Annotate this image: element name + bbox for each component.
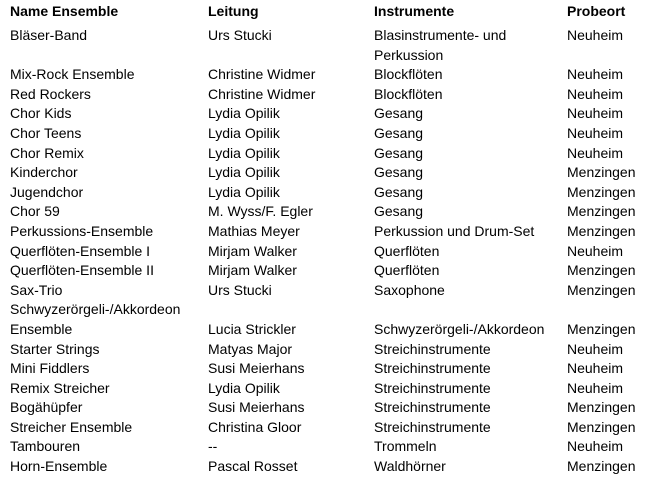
cell-name-ensemble: Schwyzerörgeli-/Akkordeon Ensemble [10,301,181,337]
header-probeort: Probeort [567,3,626,19]
cell-leitung: Lydia Opilik [208,144,280,161]
cell-probeort: Menzingen [567,399,636,416]
table-body [0,26,645,477]
cell-leitung: Christine Widmer [208,85,316,102]
cell-leitung: Mirjam Walker [208,242,297,259]
cell-probeort: Menzingen [567,418,636,435]
cell-name-ensemble: Chor Kids [10,105,72,122]
table-row [0,437,645,457]
cell-leitung: Lydia Opilik [208,164,280,181]
cell-name-ensemble: Jugendchor [10,183,84,200]
cell-probeort: Menzingen [567,203,636,220]
cell-instrumente: Gesang [374,144,424,161]
cell-instrumente: Gesang [374,164,424,181]
table-row [0,340,645,360]
cell-instrumente: Streichinstrumente [374,379,491,396]
cell-instrumente: Streichinstrumente [374,340,491,357]
cell-name-ensemble: Querflöten-Ensemble I [10,242,151,259]
cell-name-ensemble: Querflöten-Ensemble II [10,262,154,279]
cell-instrumente: Saxophone [374,281,445,298]
cell-instrumente: Querflöten [374,262,440,279]
cell-instrumente: Schwyzerörgeli-/Akkordeon [374,320,545,337]
header-leitung: Leitung [208,3,259,19]
cell-name-ensemble: Horn-Ensemble [10,458,108,475]
table-row [0,85,645,105]
cell-probeort: Neuheim [567,27,624,43]
cell-probeort: Neuheim [567,105,624,122]
cell-instrumente: Streichinstrumente [374,399,491,416]
cell-instrumente: Perkussion und Drum-Set [374,222,535,239]
cell-leitung: Pascal Rosset [208,458,298,475]
cell-name-ensemble: Mini Fiddlers [10,360,90,377]
cell-probeort: Menzingen [567,281,636,298]
table-row [0,300,645,339]
cell-leitung: Lydia Opilik [208,105,280,122]
cell-name-ensemble: Sax-Trio [10,281,63,298]
cell-name-ensemble: Chor Remix [10,144,84,161]
cell-probeort: Neuheim [567,360,624,377]
cell-name-ensemble: Tambouren [10,438,81,455]
table-row [0,124,645,144]
cell-name-ensemble: Red Rockers [10,85,91,102]
cell-instrumente: Querflöten [374,242,440,259]
header-instrumente: Instrumente [374,3,455,19]
cell-name-ensemble: Starter Strings [10,340,100,357]
cell-leitung: Lucia Strickler [208,320,296,337]
cell-instrumente: Gesang [374,203,424,220]
cell-probeort: Menzingen [567,183,636,200]
cell-leitung: Mathias Meyer [208,222,300,239]
cell-instrumente: Streichinstrumente [374,418,491,435]
cell-instrumente: Blasinstrumente- und Perkussion [374,27,507,63]
cell-probeort: Menzingen [567,320,636,337]
ensemble-table [0,2,645,477]
cell-name-ensemble: Perkussions-Ensemble [10,222,154,239]
cell-probeort: Neuheim [567,379,624,396]
cell-name-ensemble: Chor Teens [10,124,82,141]
table-row [0,104,645,124]
cell-leitung: Lydia Opilik [208,379,280,396]
cell-instrumente: Waldhörner [374,458,446,475]
cell-leitung: Christine Widmer [208,66,316,83]
cell-probeort: Neuheim [567,242,624,259]
cell-probeort: Neuheim [567,66,624,83]
table-row [0,261,645,281]
cell-probeort: Neuheim [567,85,624,102]
header-name-ensemble: Name Ensemble [10,3,119,19]
cell-instrumente: Trommeln [374,438,437,455]
cell-leitung: Susi Meierhans [208,399,305,416]
cell-leitung: Urs Stucki [208,27,272,43]
table-header-row [0,2,645,26]
cell-instrumente: Streichinstrumente [374,360,491,377]
cell-probeort: Neuheim [567,124,624,141]
cell-name-ensemble: Kinderchor [10,164,78,181]
cell-leitung: -- [208,438,218,455]
table-row [0,202,645,222]
cell-instrumente: Gesang [374,124,424,141]
cell-name-ensemble: Remix Streicher [10,379,110,396]
table-row [0,222,645,242]
cell-leitung: Matyas Major [208,340,293,357]
cell-probeort: Menzingen [567,458,636,475]
table-row [0,398,645,418]
table-row [0,281,645,301]
table-row [0,163,645,183]
table-row [0,457,645,477]
table-row [0,359,645,379]
cell-name-ensemble: Streicher Ensemble [10,418,133,435]
table-row [0,65,645,85]
cell-instrumente: Blockflöten [374,66,443,83]
cell-probeort: Menzingen [567,262,636,279]
cell-name-ensemble: Bogähüpfer [10,399,83,416]
table-row [0,26,645,65]
cell-name-ensemble: Bläser-Band [10,27,88,43]
cell-name-ensemble: Mix-Rock Ensemble [10,66,135,83]
cell-probeort: Neuheim [567,144,624,161]
cell-probeort: Neuheim [567,438,624,455]
cell-probeort: Menzingen [567,222,636,239]
table-row [0,183,645,203]
table-row [0,418,645,438]
cell-leitung: Susi Meierhans [208,360,305,377]
cell-probeort: Neuheim [567,340,624,357]
cell-instrumente: Blockflöten [374,85,443,102]
cell-instrumente: Gesang [374,105,424,122]
table-row [0,144,645,164]
table-row [0,379,645,399]
cell-instrumente: Gesang [374,183,424,200]
cell-leitung: Christina Gloor [208,418,302,435]
table-row [0,242,645,262]
cell-name-ensemble: Chor 59 [10,203,60,220]
cell-leitung: Urs Stucki [208,281,272,298]
cell-probeort: Menzingen [567,164,636,181]
cell-leitung: Lydia Opilik [208,183,280,200]
cell-leitung: Mirjam Walker [208,262,297,279]
cell-leitung: Lydia Opilik [208,124,280,141]
cell-leitung: M. Wyss/F. Egler [208,203,313,220]
